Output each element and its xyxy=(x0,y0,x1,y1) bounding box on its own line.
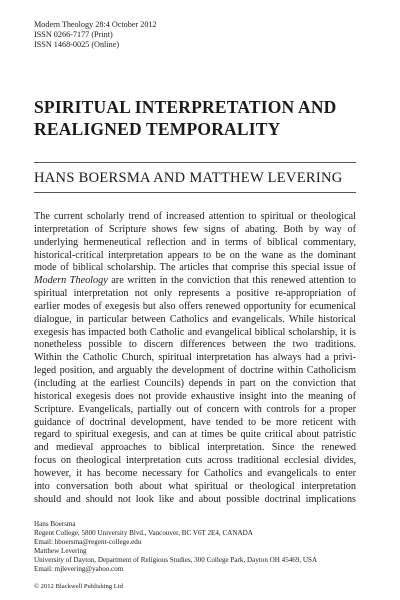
body-line: into conversation both about what spiritual or theological interpretation xyxy=(34,480,356,492)
body-line: Within the Catholic Church, spiritual interpretation has always had a privi- xyxy=(34,352,356,364)
issn-online: ISSN 1468-0025 (Online) xyxy=(34,40,120,49)
title-line-1: SPIRITUAL INTERPRETATION AND xyxy=(34,97,337,117)
body-line-rest: are written in the conviction that this renewed attention to xyxy=(107,275,357,287)
copyright-notice: © 2012 Blackwell Publishing Ltd xyxy=(34,583,123,590)
body-line: guidance of doctrinal development, have tended to be more reticent with xyxy=(34,416,356,428)
body-line: however, it has become necessary for Catholics and evangelicals to enter xyxy=(34,467,356,479)
body-line-italic xyxy=(34,275,356,288)
body-text xyxy=(34,211,356,506)
title-line-2: REALIGNED TEMPORALITY xyxy=(34,119,281,139)
author-1-address: Regent College, 5800 University Blvd., Vancouver, BC V6T 2E4, CANADA xyxy=(34,528,253,537)
author-2-name: Matthew Levering xyxy=(34,546,87,555)
body-line: (including at the earliest Councils) depends in part on the conviction that xyxy=(34,377,356,389)
journal-info xyxy=(34,20,157,50)
body-line: exegesis has impacted both Catholic and evangelical biblical scholarship, it is xyxy=(34,326,356,338)
body-line: Scripture. Evangelicals, partially out of concern with controls for a proper xyxy=(34,403,356,415)
issn-print: ISSN 0266-7177 (Print) xyxy=(34,30,113,39)
author-1-email: Email: hboersma@regent-college.edu xyxy=(34,537,142,546)
journal-name-italic: Modern Theology xyxy=(34,275,108,287)
body-line: historical-critical interpretation appears to be on the wane as the dominant xyxy=(34,249,356,261)
journal-issue: Modern Theology 28:4 October 2012 xyxy=(34,20,157,29)
body-line: leged position, and arguably the development of doctrine within Catholicism xyxy=(34,365,356,377)
body-line: regard to spiritual exegesis, and can at times be quite critical about patristic xyxy=(34,429,356,441)
body-line: focus on theological interpretation cuts across traditional ecclesial divides, xyxy=(34,455,356,467)
body-line: underlying hermeneutical reflection and in terms of biblical commentary, xyxy=(34,236,356,248)
body-line: spiritual interpretation not only represents a positive re-appropriation of xyxy=(34,288,356,300)
body-line: should and should not look like and about possible doctrinal implications xyxy=(34,493,356,505)
body-line: and medieval approaches to biblical interpretation. Since the renewed xyxy=(34,442,356,454)
body-line: dialogue, in particular between Catholics and evangelicals. While historical xyxy=(34,313,356,325)
authors-divider xyxy=(34,192,356,193)
body-line: mode of biblical scholarship. The articles that comprise this special issue of xyxy=(34,262,356,274)
body-line: historical exegesis does not provide exhaustive insight into the meaning of xyxy=(34,390,356,402)
body-line: The current scholarly trend of increased attention to spiritual or theological xyxy=(34,211,356,222)
body-line: nonetheless possible to discern differences between the two traditions. xyxy=(34,339,356,351)
title-divider xyxy=(34,162,356,163)
authors: HANS BOERSMA AND MATTHEW LEVERING xyxy=(34,170,343,186)
author-2-address: University of Dayton, Department of Religious Studies, 300 College Park, Dayton OH 45469, USA xyxy=(34,555,318,564)
author-2-email: Email: mjlevering@yahoo.com xyxy=(34,564,124,573)
body-line: earlier modes of exegesis but also offers renewed opportunity for ecumenical xyxy=(34,300,356,312)
author-affiliations xyxy=(34,520,364,573)
article-title xyxy=(34,96,374,140)
body-line: interpretation of Scripture shows few signs of abating. Both by way of xyxy=(34,223,356,235)
author-1-name: Hans Boersma xyxy=(34,520,76,528)
